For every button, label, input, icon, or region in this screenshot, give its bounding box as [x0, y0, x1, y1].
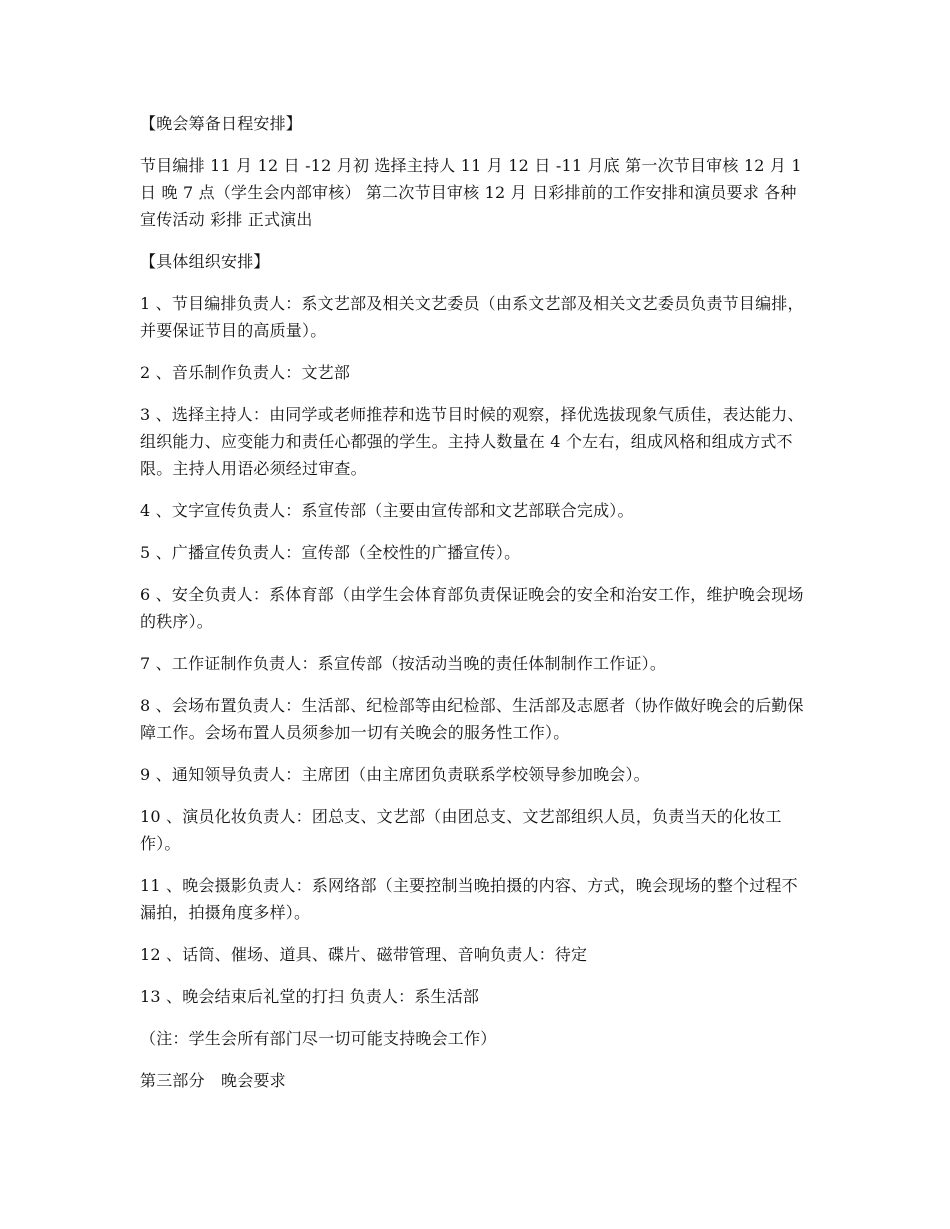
list-item-12: 12 、话筒、催场、道具、碟片、磁带管理、音响负责人：待定 [140, 945, 588, 964]
list-item-5: 5 、广播宣传负责人：宣传部（全校性的广播宣传）。 [140, 543, 521, 562]
list-item-2: 2 、音乐制作负责人：文艺部 [140, 363, 351, 382]
list-item-13: 13 、晚会结束后礼堂的打扫 负责人：系生活部 [140, 987, 480, 1006]
list-item-11: 11 、晚会摄影负责人：系网络部（主要控制当晚拍摄的内容、方式，晚会现场的整个过程不漏拍，拍摄角度多样）。 [140, 876, 798, 922]
document-body [140, 110, 812, 1109]
note-paragraph: （注：学生会所有部门尽一切可能支持晚会工作） [140, 1029, 497, 1048]
list-item-6: 6 、安全负责人：系体育部（由学生会体育部负责保证晚会的安全和治安工作，维护晚会现场的秩序）。 [140, 585, 804, 631]
list-item-7: 7 、工作证制作负责人：系宣传部（按活动当晚的责任体制制作工作证）。 [140, 654, 667, 673]
list-item-9: 9 、通知领导负责人：主席团（由主席团负责联系学校领导参加晚会）。 [140, 765, 650, 784]
list-item-8: 8 、会场布置负责人：生活部、纪检部等由纪检部、生活部及志愿者（协作做好晚会的后勤保障工作。会场布置人员须参加一切有关晚会的服务性工作）。 [140, 696, 804, 742]
list-item-4: 4 、文字宣传负责人：系宣传部（主要由宣传部和文艺部联合完成）。 [140, 501, 634, 520]
schedule-paragraph: 节目编排 11 月 12 日 -12 月初 选择主持人 11 月 12 日 -11 月底 第一次节目审核 12 月 1 日 晚 7 点（学生会内部审核） 第二次节目审核 12 月 日彩排前的工作安排和演员要求 各种宣传活动 彩排 正式演出 [140, 156, 802, 229]
schedule-heading: 【晚会筹备日程安排】 [140, 114, 303, 133]
list-item-1: 1 、节目编排负责人：系文艺部及相关文艺委员（由系文艺部及相关文艺委员负责节目编排，并要保证节目的高质量）。 [140, 294, 804, 340]
list-item-10: 10 、演员化妆负责人：团总支、文艺部（由团总支、文艺部组织人员，负责当天的化妆工作）。 [140, 807, 782, 853]
organization-heading: 【具体组织安排】 [140, 252, 270, 271]
list-item-3: 3 、选择主持人：由同学或老师推荐和选节目时候的观察，择优选拔现象气质佳，表达能力、组织能力、应变能力和责任心都强的学生。主持人数量在 4 个左右，组成风格和组成方式不限。主持人用语必须经过审查。 [140, 405, 804, 478]
section-title: 第三部分 晚会要求 [140, 1071, 286, 1090]
